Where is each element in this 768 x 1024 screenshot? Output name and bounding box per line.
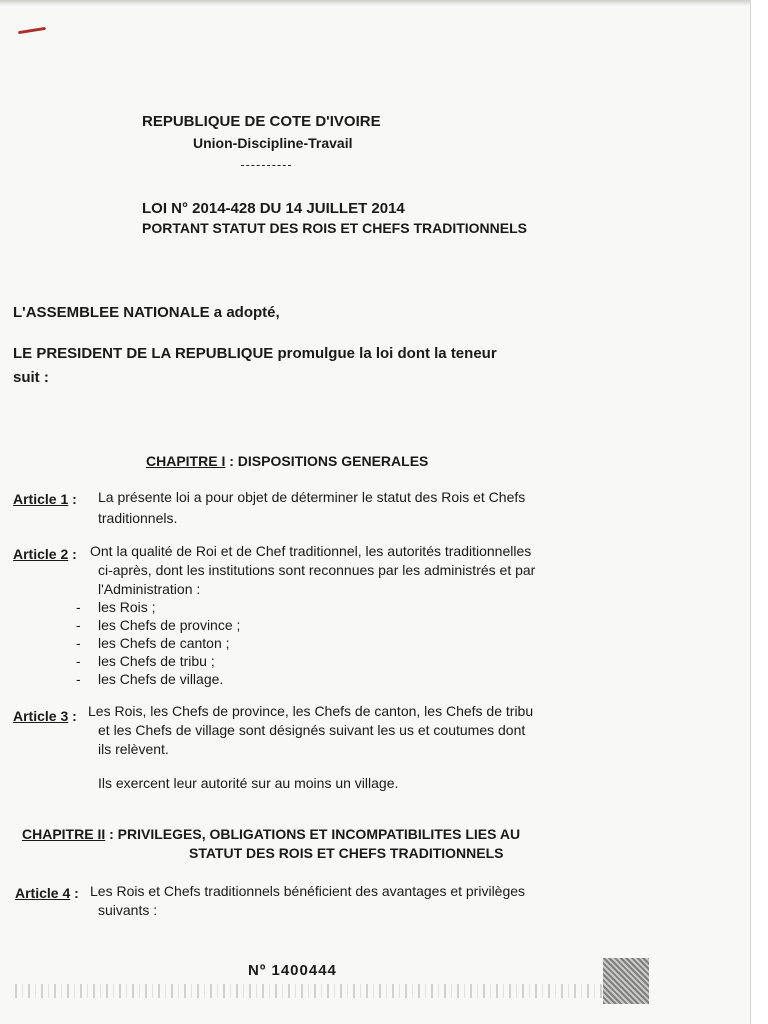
list-item: les Rois ; — [98, 599, 156, 615]
chapter-1-title: : DISPOSITIONS GENERALES — [225, 453, 429, 469]
article-1-colon: : — [68, 491, 77, 507]
article-4-label: Article 4 — [15, 885, 71, 901]
list-item: les Chefs de village. — [98, 671, 224, 687]
list-bullet: - — [76, 653, 81, 669]
president-statement-end: suit : — [13, 369, 49, 386]
article-3-heading — [13, 707, 77, 725]
scan-noise-strip — [15, 984, 605, 998]
president-promulgates: promulgue la loi dont la teneur — [273, 345, 497, 362]
article-4-heading — [15, 884, 79, 902]
article-1-text-line: traditionnels. — [98, 510, 178, 526]
law-title: LOI N° 2014-428 DU 14 JUILLET 2014 — [142, 200, 405, 217]
law-subtitle: PORTANT STATUT DES ROIS ET CHEFS TRADITIONNELS — [142, 220, 527, 236]
chapter-2-title: : PRIVILEGES, OBLIGATIONS ET INCOMPATIBILITES LIES AU — [105, 826, 521, 842]
header-divider — [241, 165, 291, 166]
article-2-colon: : — [68, 546, 77, 562]
article-2-label: Article 2 — [13, 546, 69, 562]
list-bullet: - — [76, 671, 81, 687]
chapter-2-title-continued: STATUT DES ROIS ET CHEFS TRADITIONNELS — [189, 845, 504, 861]
president-name: LE PRESIDENT DE LA REPUBLIQUE — [13, 345, 274, 362]
article-3-text-line: Les Rois, les Chefs de province, les Chefs de canton, les Chefs de tribu — [88, 703, 534, 719]
chapter-2-label: CHAPITRE II — [22, 826, 106, 842]
article-3-text-line: Ils exercent leur autorité sur au moins un village. — [98, 775, 399, 791]
chapter-1-label: CHAPITRE I — [146, 453, 226, 469]
pen-mark — [18, 27, 46, 34]
article-1-heading — [13, 490, 77, 508]
assembly-statement — [13, 304, 280, 322]
article-3-colon: : — [68, 708, 77, 724]
chapter-2-heading — [22, 825, 520, 843]
article-3-text-line: ils relèvent. — [98, 741, 169, 757]
list-bullet: - — [76, 617, 81, 633]
article-4-colon: : — [70, 885, 79, 901]
motto: Union-Discipline-Travail — [193, 135, 353, 151]
republic-heading: REPUBLIQUE DE COTE D'IVOIRE — [142, 113, 381, 130]
article-2-text-line: l'Administration : — [98, 581, 201, 597]
article-4-text-line: suivants : — [98, 902, 158, 918]
scan-top-edge — [0, 0, 750, 6]
assembly-adopted: a adopté, — [209, 304, 280, 321]
article-1-text-line: La présente loi a pour objet de déterminer le statut des Rois et Chefs — [98, 489, 526, 505]
article-3-text-line: et les Chefs de village sont désignés suivant les us et coutumes dont — [98, 722, 526, 738]
assembly-name: L'ASSEMBLEE NATIONALE — [13, 304, 210, 321]
list-item: les Chefs de tribu ; — [98, 653, 215, 669]
stamp-image — [603, 958, 649, 1004]
president-statement — [13, 345, 497, 363]
serial-number: Nº 1400444 — [248, 962, 337, 979]
list-item: les Chefs de canton ; — [98, 635, 230, 651]
chapter-1-heading — [146, 452, 428, 470]
article-1-label: Article 1 — [13, 491, 69, 507]
article-2-text-line: Ont la qualité de Roi et de Chef traditionnel, les autorités traditionnelles — [90, 543, 532, 559]
list-bullet: - — [76, 635, 81, 651]
list-item: les Chefs de province ; — [98, 617, 241, 633]
article-4-text-line: Les Rois et Chefs traditionnels bénéficient des avantages et privilèges — [90, 883, 526, 899]
article-2-text-line: ci-après, dont les institutions sont reconnues par les administrés et par — [98, 562, 536, 578]
article-3-label: Article 3 — [13, 708, 69, 724]
list-bullet: - — [76, 599, 81, 615]
